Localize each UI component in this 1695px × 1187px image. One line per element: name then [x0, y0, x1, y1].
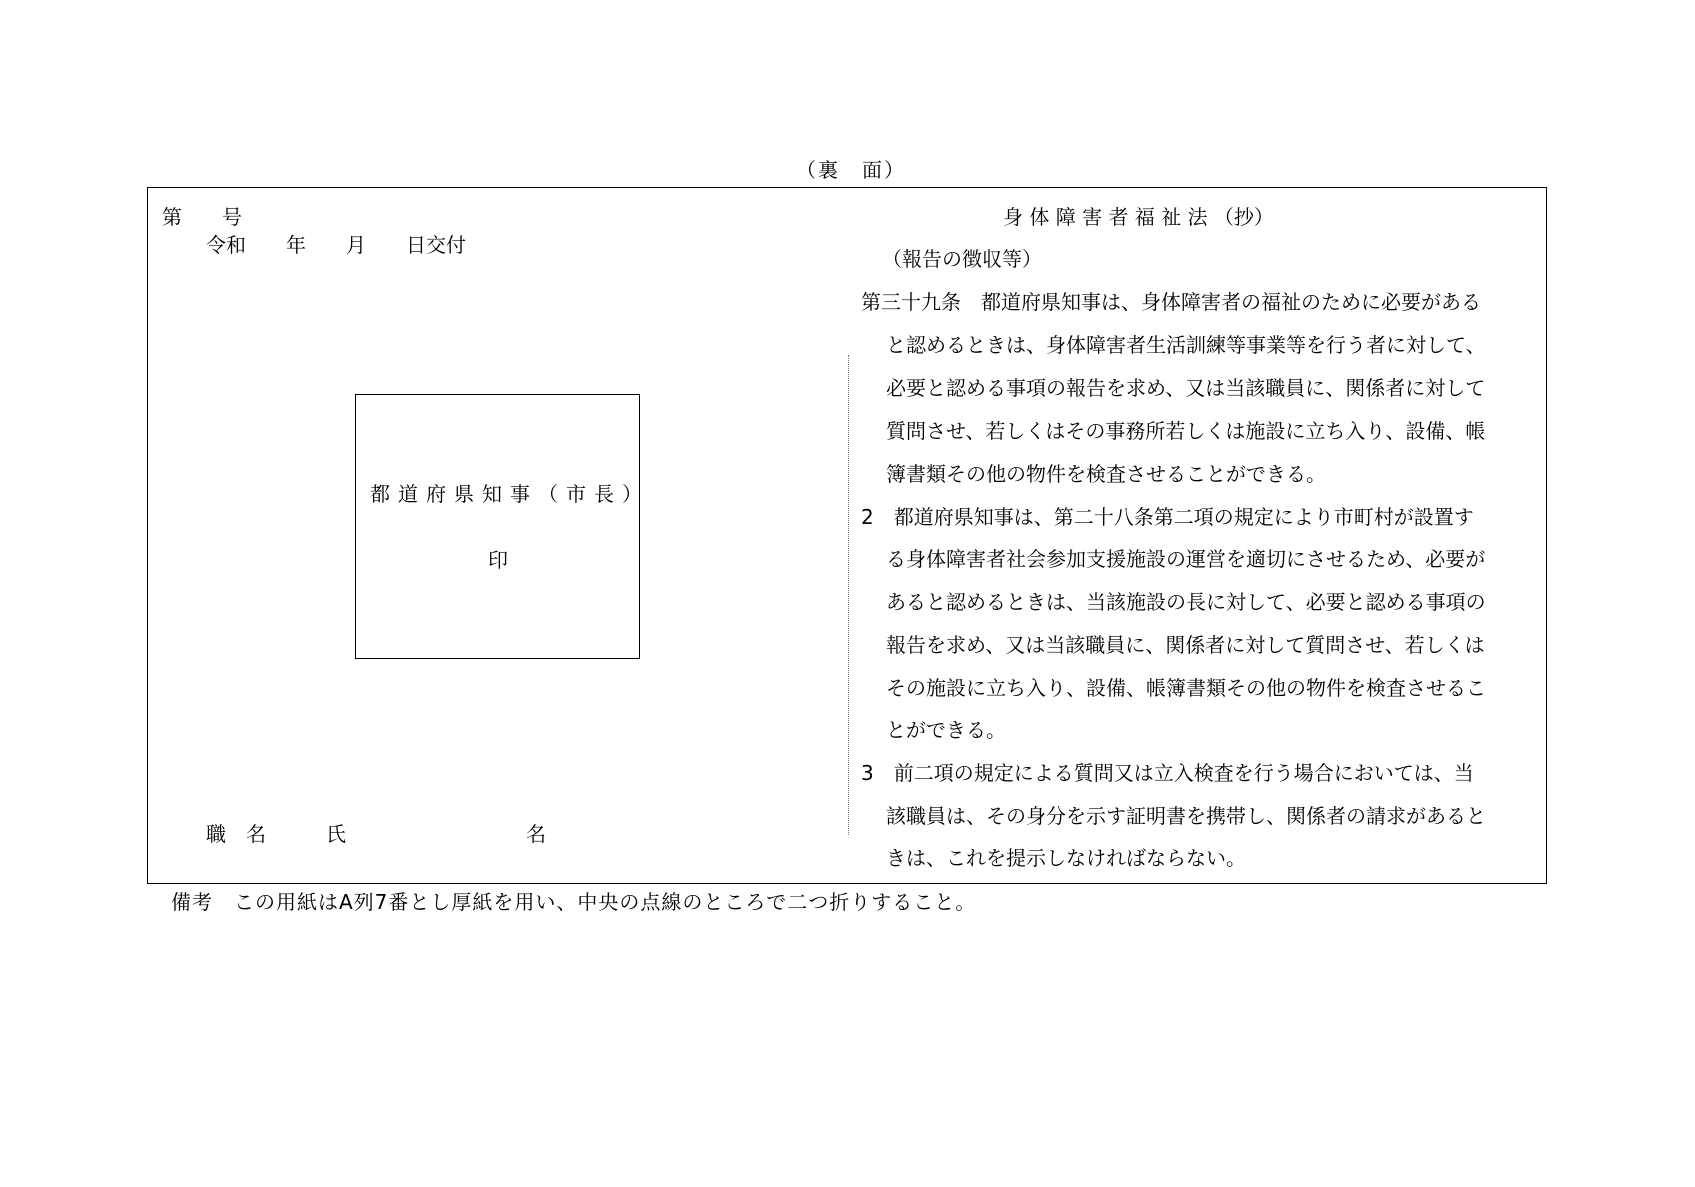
law-caption: （報告の徴収等） — [882, 247, 1042, 271]
signature-line: 職 名 氏 名 — [206, 822, 546, 846]
law-title: 身 体 障 害 者 福 祉 法 （抄） — [1003, 205, 1274, 229]
law-text-line: 第三十九条 都道府県知事は、身体障害者の福祉のために必要がある — [861, 290, 1481, 314]
law-text-line: 3 前二項の規定による質問又は立入検査を行う場合においては、当 — [861, 761, 1474, 785]
page-header: （裏 面） — [796, 158, 906, 182]
law-text-line: あると認めるときは、当該施設の長に対して、必要と認める事項の — [886, 590, 1486, 614]
law-text-line: 報告を求め、又は当該職員に、関係者に対して質問させ、若しくは — [886, 633, 1485, 657]
law-text-line: 質問させ、若しくはその事務所若しくは施設に立ち入り、設備、帳 — [886, 419, 1486, 443]
fold-dotted-line — [848, 355, 849, 835]
law-text-line: と認めるときは、身体障害者生活訓練等事業等を行う者に対して、 — [886, 333, 1486, 357]
seal-box — [355, 394, 650, 659]
law-text-line: る身体障害者社会参加支援施設の運営を適切にさせるため、必要が — [886, 547, 1486, 571]
law-text-line: とができる。 — [886, 718, 1006, 742]
issue-date-line: 令和 年 月 日交付 — [206, 233, 466, 257]
seal-mark: 印 — [488, 548, 508, 572]
seal-title: 都道府県知事（市長） — [370, 482, 650, 506]
law-text-line: きは、これを提示しなければならない。 — [886, 846, 1246, 870]
law-text-line: その施設に立ち入り、設備、帳簿書類その他の物件を検査させるこ — [886, 676, 1486, 700]
law-text-line: 必要と認める事項の報告を求め、又は当該職員に、関係者に対して — [886, 376, 1486, 400]
law-text-line: 2 都道府県知事は、第二十八条第二項の規定により市町村が設置す — [861, 505, 1474, 529]
number-line: 第 号 — [162, 205, 242, 229]
law-text-line: 簿書類その他の物件を検査させることができる。 — [886, 462, 1326, 486]
law-text-line: 該職員は、その身分を示す証明書を携帯し、関係者の請求があると — [886, 804, 1486, 828]
footnote: 備考 この用紙はA列7番とし厚紙を用い、中央の点線のところで二つ折りすること。 — [171, 890, 977, 914]
